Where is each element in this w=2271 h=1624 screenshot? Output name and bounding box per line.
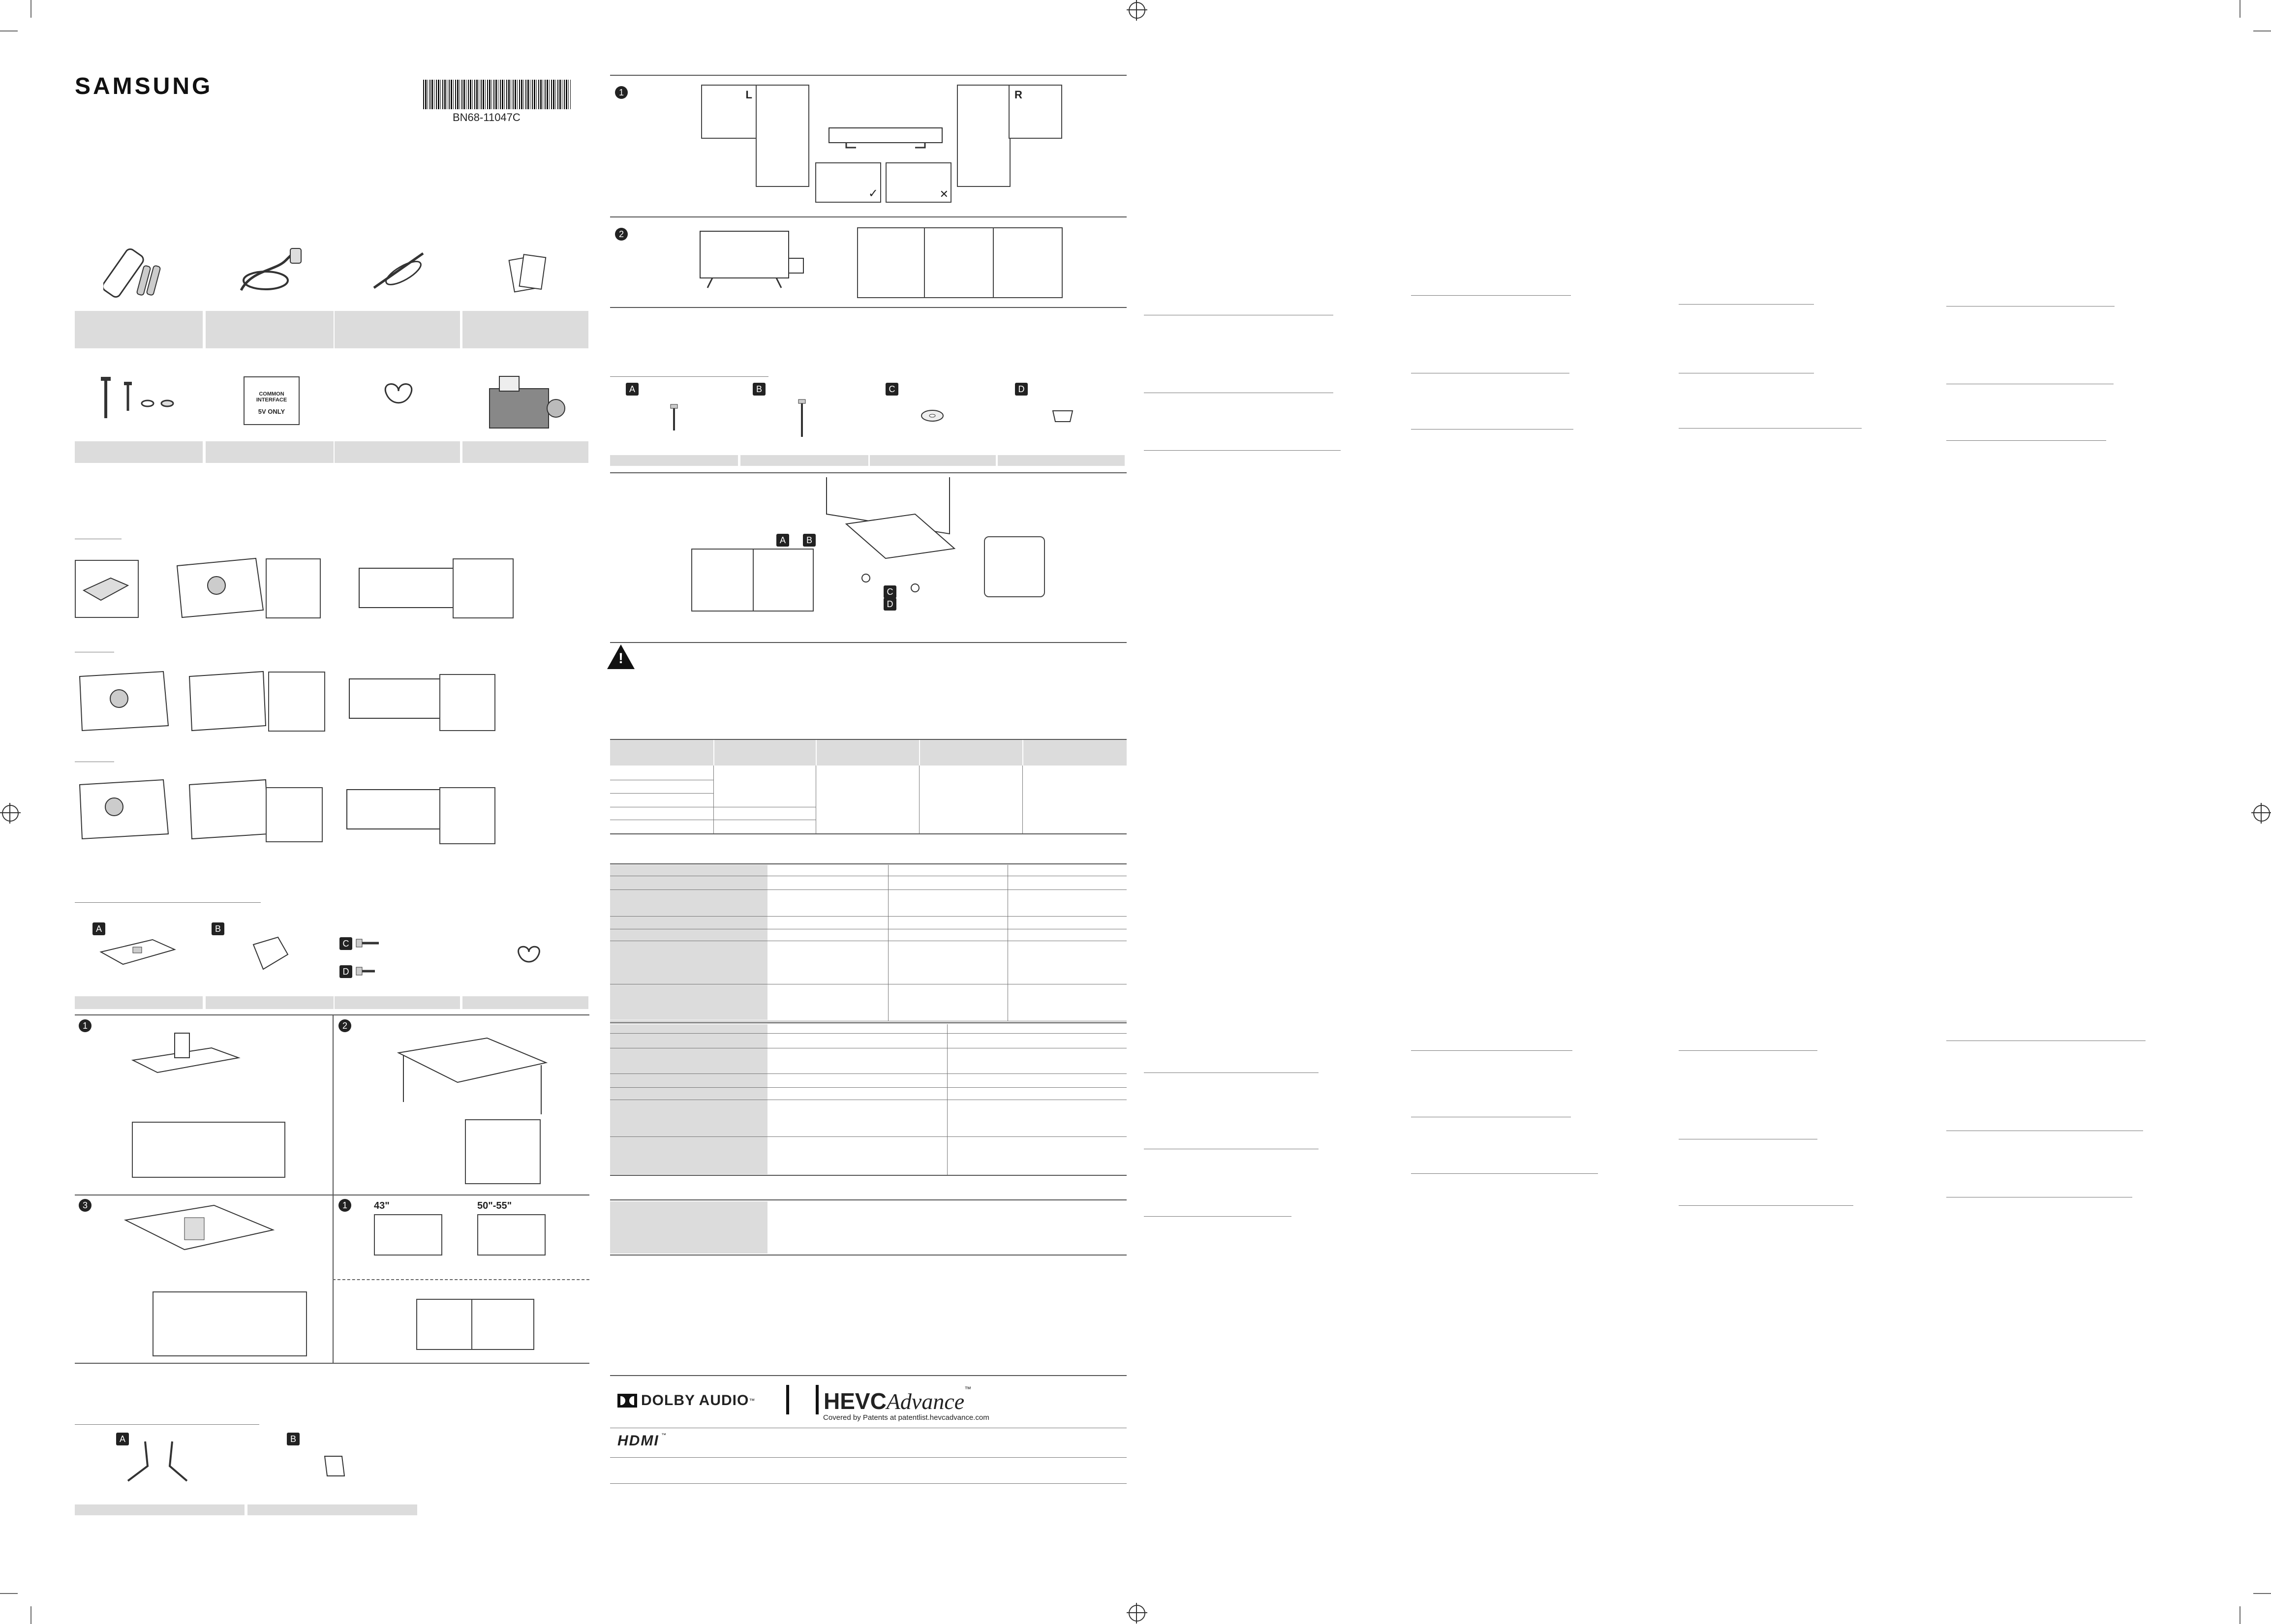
accessory-label-bar — [335, 441, 460, 463]
badge-b: B — [753, 383, 766, 396]
table-top-rule — [610, 863, 1127, 864]
hevc-text: HEVC — [824, 1388, 887, 1414]
accessory-label-bar — [206, 311, 334, 348]
table-col-line — [919, 766, 920, 833]
hevc-tm: ™ — [964, 1385, 972, 1393]
screws-illustration — [93, 374, 192, 423]
table-label-column — [610, 865, 767, 1020]
cable-holder-step-1 — [416, 1299, 473, 1350]
detail-panel-3 — [984, 536, 1045, 597]
table-row-line — [610, 1073, 1127, 1074]
cable-step-3-panel — [993, 227, 1063, 298]
leg-detail-panel — [957, 85, 1011, 187]
tv-back-illustration — [184, 669, 268, 733]
hdmi-logo — [617, 1433, 666, 1449]
heading-rule — [1679, 1205, 1853, 1206]
table-header — [610, 740, 1127, 766]
heading-rule — [1946, 440, 2106, 441]
power-cord-illustration — [236, 241, 305, 300]
badge-a: A — [92, 922, 105, 935]
remote-control-illustration — [103, 239, 162, 303]
table-label-column — [610, 1201, 767, 1254]
stand-base-illustration — [98, 935, 177, 969]
table-row-line — [610, 1087, 1127, 1088]
hevc-icon — [786, 1385, 819, 1414]
accessory-label-bar — [335, 311, 460, 348]
badge-b: B — [803, 534, 816, 547]
component-label-bar — [247, 1504, 417, 1515]
cable-step-1-panel — [857, 227, 926, 298]
screw-long-icon — [797, 398, 807, 438]
size-label-50-55: 50"-55" — [477, 1200, 512, 1211]
check-mark: ✓ — [868, 187, 878, 200]
detail-panel — [268, 672, 325, 732]
component-label-bar — [206, 996, 334, 1009]
step-1-badge: 1 — [79, 1019, 92, 1032]
badge-c: C — [886, 383, 898, 396]
dashed-divider — [333, 1279, 589, 1280]
leg-right-panel — [1009, 85, 1062, 139]
user-manual-illustration — [507, 251, 551, 295]
stand-legs-illustration — [125, 1437, 189, 1486]
accessory-label-bar — [462, 311, 588, 348]
tv-43-illustration — [374, 1214, 442, 1256]
tv-back-illustration — [357, 566, 460, 610]
heading-rule — [1679, 428, 1862, 429]
badge-d: D — [884, 598, 896, 611]
hevc-advance-text: Advance — [886, 1389, 965, 1414]
section-rule — [610, 472, 1127, 473]
detail-panel-1 — [691, 549, 755, 612]
cable-step-2-panel — [924, 227, 995, 298]
grid-divider — [333, 1014, 334, 1363]
cable-holder-illustration — [379, 379, 418, 413]
stand-assembly-illustration — [128, 1026, 246, 1080]
spacer-icon — [1050, 406, 1075, 424]
heading-rule — [1679, 1050, 1817, 1051]
dolby-audio-logo — [617, 1392, 755, 1409]
detail-panel — [266, 787, 323, 842]
step-badge: 2 — [615, 228, 628, 241]
tv-back-illustration — [184, 777, 271, 841]
table-col-line — [888, 865, 889, 1021]
component-label-bar — [870, 455, 996, 466]
heading-rule — [1144, 1216, 1291, 1217]
stand-neck-illustration — [248, 935, 293, 974]
table-bottom-rule — [610, 1175, 1127, 1176]
detail-panel — [465, 1119, 541, 1184]
section-rule — [610, 216, 1127, 217]
accessory-label-bar — [75, 441, 203, 463]
cable-illustration — [369, 244, 433, 298]
section-rule — [75, 902, 261, 903]
leg-detail-panel — [756, 85, 809, 187]
tv-connected-illustration — [698, 229, 806, 293]
size-label-43: 43" — [374, 1200, 390, 1211]
tv-back-illustration — [75, 777, 173, 841]
component-label-bar — [75, 1504, 245, 1515]
badge-a: A — [626, 383, 639, 396]
detail-panel — [153, 1291, 307, 1356]
dolby-icon — [617, 1394, 637, 1408]
right-label: R — [1014, 89, 1022, 101]
table-col-line — [947, 1024, 948, 1175]
warning-icon — [607, 644, 635, 669]
accessory-label-bar — [75, 311, 203, 348]
adapter-plate-icon — [81, 571, 130, 605]
detail-panel — [439, 787, 495, 844]
correct-orientation-panel — [815, 162, 881, 203]
registration-mark-bottom — [1129, 1605, 1145, 1622]
detail-panel — [266, 558, 321, 618]
badge-a: A — [776, 534, 789, 547]
heading-rule — [1411, 1050, 1572, 1051]
crop-mark — [0, 1593, 18, 1594]
tv-back-illustration — [172, 556, 266, 620]
badge-c: C — [884, 585, 896, 598]
registration-mark-top — [1129, 2, 1145, 19]
tv-back-illustration — [344, 787, 448, 831]
samsung-logo: SAMSUNG — [75, 73, 213, 99]
tv-face-down-illustration — [394, 1033, 551, 1117]
table-row-line — [610, 793, 713, 794]
screw-icon — [355, 965, 380, 977]
grid-rule — [75, 1014, 589, 1015]
component-label-bar — [462, 996, 588, 1009]
section-rule — [610, 307, 1127, 308]
detail-panel — [439, 674, 495, 731]
component-label-bar — [335, 996, 460, 1009]
tv-back-illustration — [347, 676, 445, 721]
table-row-line — [610, 889, 1127, 890]
section-rule — [610, 1375, 1127, 1376]
registration-mark-left — [2, 805, 19, 822]
card-line-1: COMMON INTERFACE — [256, 391, 287, 403]
grid-rule — [75, 1363, 589, 1364]
crop-mark — [2253, 1593, 2271, 1594]
tv-face-down-illustration — [121, 1200, 278, 1284]
dolby-tm: ™ — [749, 1397, 755, 1404]
detail-panel — [453, 558, 514, 618]
accessory-label-bar — [206, 441, 334, 463]
step-2-badge: 2 — [338, 1019, 351, 1032]
section-rule — [610, 1457, 1127, 1458]
hevc-advance-logo — [786, 1385, 989, 1422]
hdmi-text: HDMI — [617, 1433, 659, 1449]
screw-short-icon — [669, 403, 679, 433]
badge-b: B — [212, 922, 224, 935]
component-label-bar — [998, 455, 1125, 466]
barcode — [423, 80, 571, 109]
tv-50-55-illustration — [477, 1214, 546, 1256]
table-bottom-rule — [610, 1255, 1127, 1256]
part-number: BN68-11047C — [453, 111, 521, 123]
table-col-line — [1022, 766, 1023, 833]
dolby-text: DOLBY AUDIO — [641, 1392, 749, 1409]
badge-b: B — [287, 1433, 300, 1445]
section-rule — [610, 376, 768, 377]
heading-rule — [1144, 450, 1341, 451]
section-rule — [610, 1483, 1127, 1484]
hevc-patents: Covered by Patents at patentlist.hevcadvance.com — [823, 1413, 989, 1422]
detail-panel-2 — [753, 549, 814, 612]
cross-mark: ✕ — [939, 188, 949, 200]
registration-mark-right — [2253, 805, 2270, 822]
common-interface-card — [244, 376, 300, 425]
table-top-rule — [610, 1199, 1127, 1200]
tv-with-stand-illustration — [827, 98, 945, 153]
table-col-line — [713, 766, 714, 833]
step-badge: 1 — [615, 86, 628, 99]
heading-rule — [1144, 1072, 1319, 1073]
card-line-2: 5V ONLY — [258, 408, 285, 415]
step-4-badge: 1 — [338, 1199, 351, 1212]
heading-rule — [1679, 304, 1814, 305]
table-row-line — [610, 916, 1127, 917]
accessory-label-bar — [462, 441, 588, 463]
badge-c: C — [339, 937, 352, 950]
wrong-orientation-panel — [886, 162, 951, 203]
step-3-badge: 3 — [79, 1199, 92, 1212]
stand-clip-illustration — [320, 1451, 349, 1481]
leg-left-panel — [701, 85, 758, 139]
component-label-bar — [610, 455, 738, 466]
left-label: L — [745, 89, 752, 101]
table-top-rule — [610, 1022, 1127, 1023]
heading-rule — [1411, 1173, 1598, 1174]
section-rule — [75, 1424, 259, 1425]
cable-holder-step-2 — [471, 1299, 534, 1350]
component-label-bar — [740, 455, 868, 466]
hdmi-tm: ™ — [661, 1433, 667, 1438]
section-rule — [610, 642, 1127, 643]
screw-icon — [355, 937, 380, 949]
badge-a: A — [116, 1433, 129, 1445]
wall-mount-adapter-illustration — [487, 369, 571, 433]
detail-panel — [132, 1122, 285, 1178]
table-bottom-rule — [610, 833, 1127, 834]
tv-back-illustration — [75, 669, 173, 733]
section-rule — [610, 75, 1127, 76]
table-row-line — [610, 1136, 1127, 1137]
component-label-bar — [75, 996, 203, 1009]
heading-rule — [1411, 295, 1571, 296]
washer-icon — [920, 408, 945, 423]
badge-d: D — [1015, 383, 1028, 396]
cable-holder-illustration — [514, 942, 544, 969]
badge-d: D — [339, 965, 352, 978]
table-row-line — [610, 1033, 1127, 1034]
